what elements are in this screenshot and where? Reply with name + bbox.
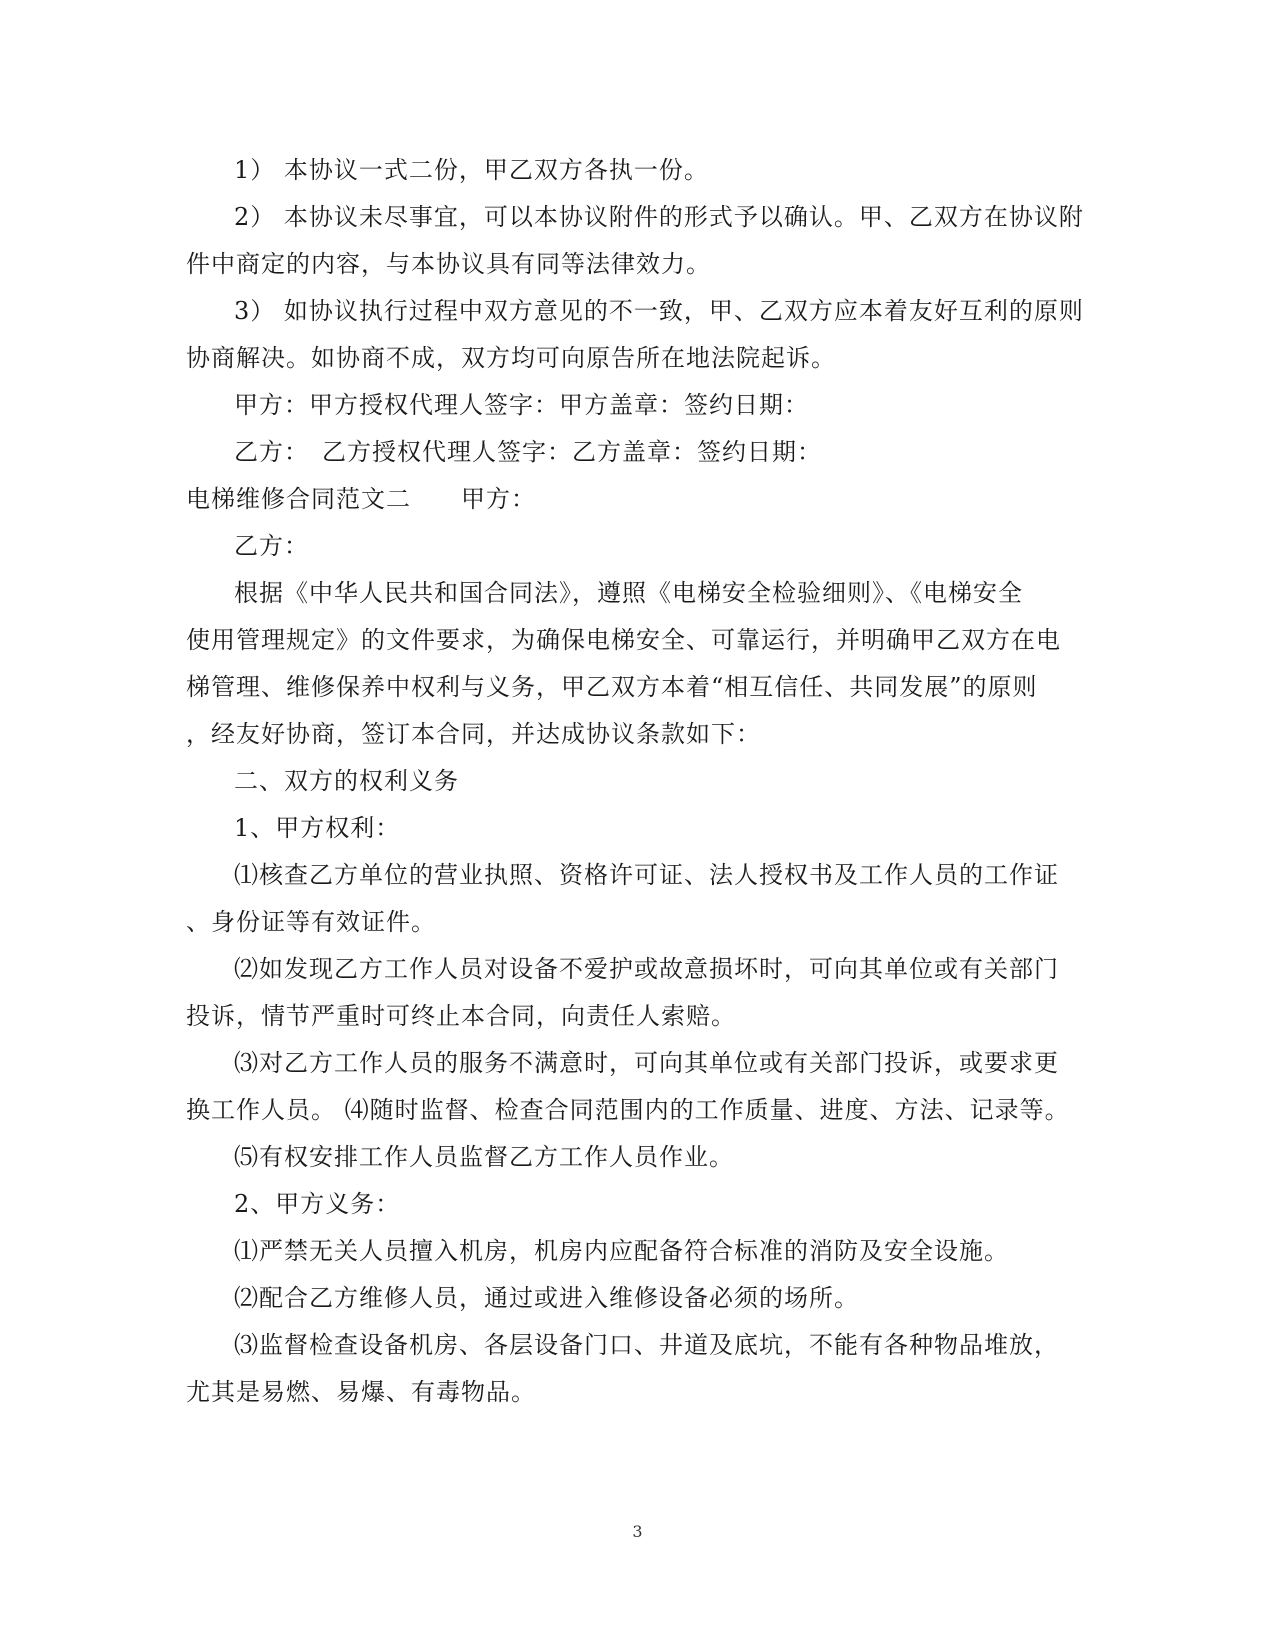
subsection-heading: 2、甲方义务：	[234, 1190, 401, 1218]
paragraph-line: 件中商定的内容，与本协议具有同等法律效力。	[186, 250, 711, 278]
paragraph-line: ⑴严禁无关人员擅入机房，机房内应配备符合标准的消防及安全设施。	[234, 1237, 1009, 1265]
paragraph-line: 梯管理、维修保养中权利与义务，甲乙双方本着“相互信任、共同发展”的原则	[186, 673, 1038, 701]
paragraph-line: 换工作人员。 ⑷随时监督、检查合同范围内的工作质量、进度、方法、记录等。	[186, 1096, 1070, 1124]
section-title: 电梯维修合同范文二 甲方：	[186, 485, 536, 513]
paragraph-line: ⑴核查乙方单位的营业执照、资格许可证、法人授权书及工作人员的工作证	[234, 861, 1059, 889]
paragraph-line: ⑶监督检查设备机房、各层设备门口、井道及底坑，不能有各种物品堆放，	[234, 1331, 1059, 1359]
paragraph-line: ，经友好协商，签订本合同，并达成协议条款如下：	[186, 720, 761, 748]
paragraph-line: 使用管理规定》的文件要求，为确保电梯安全、可靠运行，并明确甲乙双方在电	[186, 626, 1061, 654]
paragraph-line: ⑵配合乙方维修人员，通过或进入维修设备必须的场所。	[234, 1284, 859, 1312]
paragraph-line: 乙方：	[234, 532, 309, 560]
subsection-heading: 1、甲方权利：	[234, 814, 401, 842]
signature-line-party-b: 乙方： 乙方授权代理人签字：乙方盖章：签约日期：	[234, 438, 822, 466]
paragraph-line: 投诉，情节严重时可终止本合同，向责任人索赔。	[186, 1002, 736, 1030]
section-heading: 二、双方的权利义务	[234, 767, 459, 795]
paragraph-line: 协商解决。如协商不成，双方均可向原告所在地法院起诉。	[186, 344, 836, 372]
paragraph-line: ⑸有权安排工作人员监督乙方工作人员作业。	[234, 1143, 734, 1171]
paragraph-line: 根据《中华人民共和国合同法》，遵照《电梯安全检验细则》、《电梯安全	[234, 579, 1023, 607]
paragraph-line: 1） 本协议一式二份，甲乙双方各执一份。	[234, 156, 709, 184]
paragraph-line: 尤其是易燃、易爆、有毒物品。	[186, 1378, 536, 1406]
paragraph-line: 2） 本协议未尽事宜，可以本协议附件的形式予以确认。甲、乙双方在协议附	[234, 203, 1084, 231]
signature-line-party-a: 甲方：甲方授权代理人签字：甲方盖章：签约日期：	[234, 391, 809, 419]
paragraph-line: ⑶对乙方工作人员的服务不满意时，可向其单位或有关部门投诉，或要求更	[234, 1049, 1059, 1077]
paragraph-line: 、身份证等有效证件。	[186, 908, 436, 936]
page-number: 3	[632, 1522, 643, 1541]
paragraph-line: ⑵如发现乙方工作人员对设备不爱护或故意损坏时，可向其单位或有关部门	[234, 955, 1059, 983]
paragraph-line: 3） 如协议执行过程中双方意见的不一致，甲、乙双方应本着友好互利的原则	[234, 297, 1084, 325]
